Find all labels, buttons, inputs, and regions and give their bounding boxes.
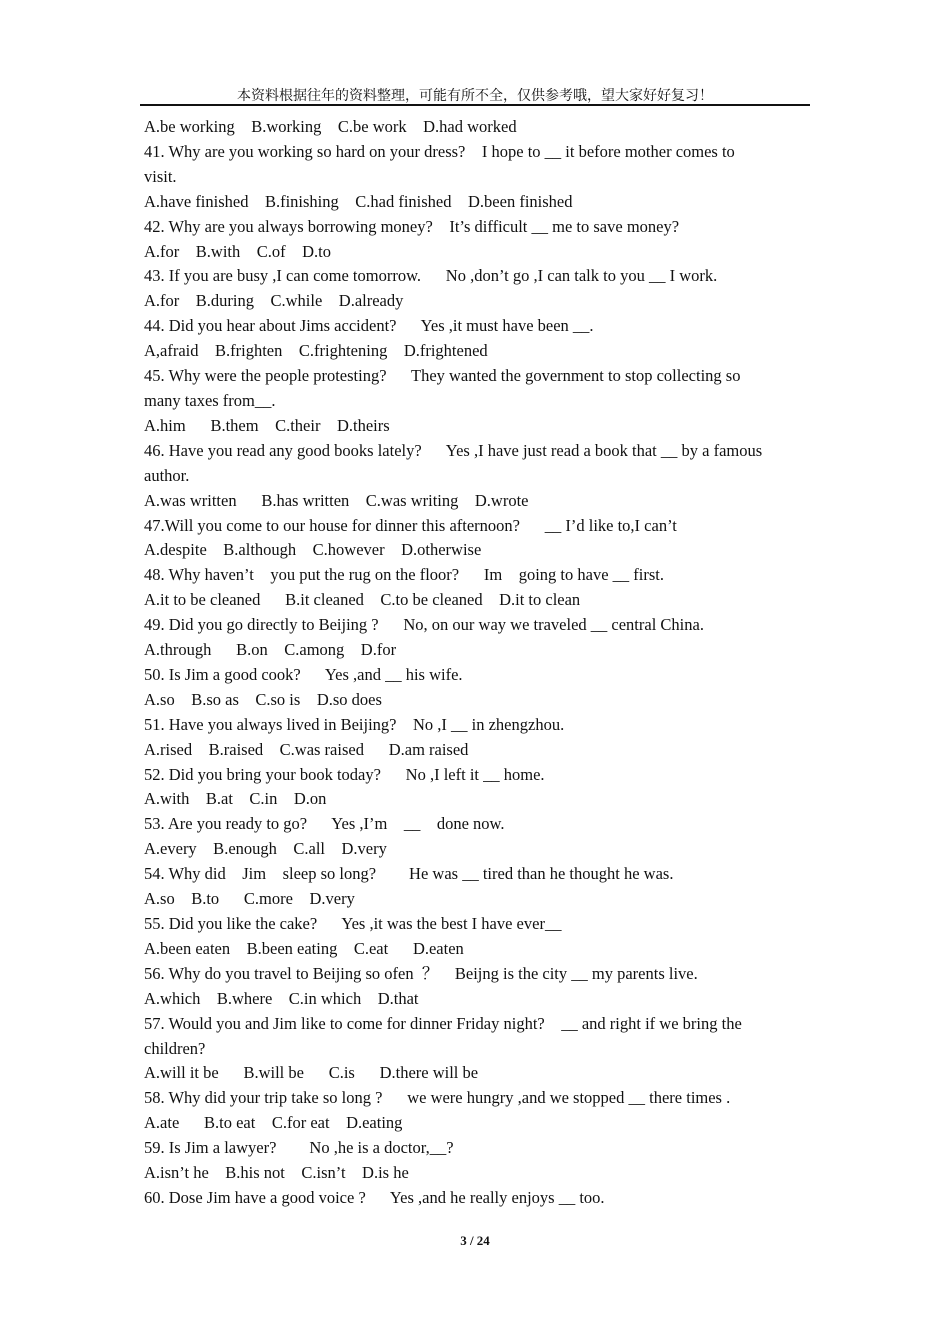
text-line: 49. Did you go directly to Beijing ? No, on our way we traveled __ central China. — [144, 615, 704, 635]
text-line: A.been eaten B.been eating C.eat D.eaten — [144, 938, 464, 958]
text-line: A.it to be cleaned B.it cleaned C.to be cleaned D.it to clean — [144, 590, 581, 610]
text-line: A.which B.where C.in which D.that — [144, 988, 419, 1008]
text-line: 46. Have you read any good books lately? Yes ,I have just read a book that __ by a famous — [144, 440, 763, 460]
text-line: children? — [144, 1038, 206, 1058]
text-line: 43. If you are busy ,I can come tomorrow. No ,don’t go ,I can talk to you __ I work. — [144, 266, 718, 286]
text-line: A.rised B.raised C.was raised D.am raised — [144, 739, 469, 759]
text-line: 41. Why are you working so hard on your dress? I hope to __ it before mother comes to — [144, 141, 735, 161]
header-notice: 本资料根据往年的资料整理，可能有所不全，仅供参考哦，望大家好好复习！ — [237, 88, 713, 104]
text-line: 56. Why do you travel to Beijing so ofen ？ Beijng is the city __ my parents live. — [144, 963, 698, 983]
text-line: A.through B.on C.among D.for — [144, 640, 397, 660]
text-line: 51. Have you always lived in Beijing? No ,I __ in zhengzhou. — [144, 714, 565, 734]
text-line: A.be working B.working C.be work D.had worked — [144, 117, 517, 136]
text-line: 59. Is Jim a lawyer? No ,he is a doctor,__? — [144, 1138, 454, 1158]
text-line: A.every B.enough C.all D.very — [144, 839, 387, 859]
text-line: 50. Is Jim a good cook? Yes ,and __ his wife. — [144, 664, 463, 684]
text-line: A,afraid B.frighten C.frightening D.frightened — [144, 341, 488, 361]
text-line: A.so B.to C.more D.very — [144, 889, 355, 909]
text-line: 57. Would you and Jim like to come for dinner Friday night? __ and right if we bring the — [144, 1013, 742, 1033]
text-line: visit. — [144, 166, 177, 186]
text-line: 45. Why were the people protesting? They wanted the government to stop collecting so — [144, 366, 741, 386]
text-line: A.will it be B.will be C.is D.there will be — [144, 1063, 479, 1083]
text-line: 54. Why did Jim sleep so long? He was __ tired than he thought he was. — [144, 864, 674, 884]
text-line: A.isn’t he B.his not C.isn’t D.is he — [144, 1163, 409, 1183]
text-line: 44. Did you hear about Jims accident? Yes ,it must have been __. — [144, 316, 594, 336]
text-line: 52. Did you bring your book today? No ,I left it __ home. — [144, 764, 545, 784]
text-line: author. — [144, 465, 190, 485]
page-number: 3 / 24 — [460, 1233, 490, 1248]
header-divider — [140, 104, 810, 106]
question-list — [144, 115, 806, 1211]
text-line: 55. Did you like the cake? Yes ,it was the best I have ever__ — [144, 914, 562, 933]
text-line: A.ate B.to eat C.for eat D.eating — [144, 1113, 403, 1133]
text-line: 47.Will you come to our house for dinner this afternoon? __ I’d like to,I can’t — [144, 515, 677, 535]
text-line: 53. Are you ready to go? Yes ,I’m __ done now. — [144, 814, 505, 834]
text-line: A.with B.at C.in D.on — [144, 789, 327, 809]
text-line: A.have finished B.finishing C.had finished D.been finished — [144, 191, 573, 211]
text-line: A.was written B.has written C.was writing D.wrote — [144, 490, 529, 510]
text-line: A.for B.during C.while D.already — [144, 291, 404, 311]
text-line: A.despite B.although C.however D.otherwise — [144, 540, 482, 560]
text-line: A.for B.with C.of D.to — [144, 241, 331, 261]
text-line: 58. Why did your trip take so long ? we were hungry ,and we stopped __ there times . — [144, 1088, 731, 1108]
text-line: A.so B.so as C.so is D.so does — [144, 689, 382, 709]
text-line: 42. Why are you always borrowing money? It’s difficult __ me to save money? — [144, 216, 680, 236]
text-line: many taxes from__. — [144, 390, 276, 410]
text-line: 60. Dose Jim have a good voice ? Yes ,and he really enjoys __ too. — [144, 1187, 605, 1207]
text-line: A.him B.them C.their D.theirs — [144, 415, 390, 435]
text-line: 48. Why haven’t you put the rug on the floor? Im going to have __ first. — [144, 565, 664, 585]
